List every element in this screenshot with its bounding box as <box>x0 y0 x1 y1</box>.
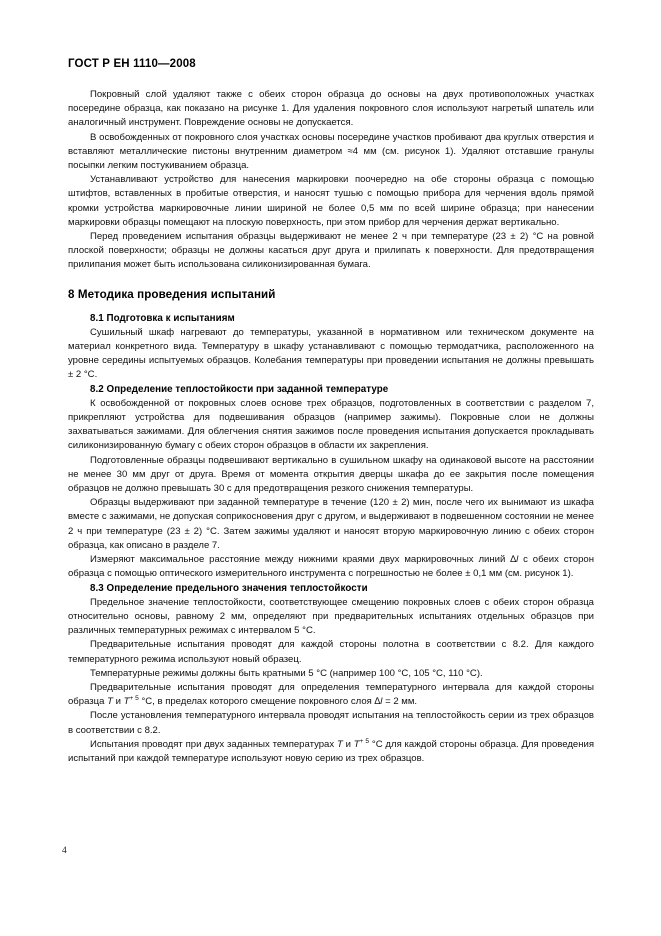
paragraph: Устанавливают устройство для нанесения маркировки поочередно на обе стороны образца с помощью штифтов, вставленных в пробитые отверстия, и наносят тушью с помощью прибора для черчения вдоль прямой кромки устройства маркировочные линии шириной не более 0,5 мм по всей ширине образца; при нанесении маркировки образцы помещают на плоскую поверхность, при этом прибор для черчения держат вертикально. <box>68 174 594 228</box>
paragraph: Сушильный шкаф нагревают до температуры, указанной в нормативном или техническом документе на материал конкретного вида. Температуру в шкафу устанавливают с помощью термодатчика, расположенного на уровне середины испытуемых образцов. Колебания температуры при проведении испытания не должны превышать ± 2 °С. <box>68 326 594 381</box>
subsection-heading-8-2: 8.2 Определение теплостойкости при заданной температуре <box>90 383 389 395</box>
paragraph: Предельное значение теплостойкости, соответствующее смещению покровных слоев с обеих сторон образца относительно основы, равному 2 мм, определяют при предварительных испытаниях отдельных образцов при различных температурных режимах с интервалом 5 °С. <box>68 596 594 637</box>
paragraph-with-symbols <box>68 681 594 709</box>
text-fragment: = 2 мм. <box>382 696 418 708</box>
spacer <box>68 273 594 287</box>
subsection-heading-8-1: 8.1 Подготовка к испытаниям <box>90 312 235 324</box>
text-fragment: °С, в пределах которого смещение покровного слоя <box>138 696 375 708</box>
paragraph: В освобожденных от покровного слоя участках основы посередине участков пробивают два круглых отверстия и вставляют металлические пистоны внутренним диаметром ≈4 мм (см. рисунок 1). Удаляют отставшие гранулы посыпки легким постукиванием образца. <box>68 131 594 172</box>
subsection-heading-8-3: 8.3 Определение предельного значения теплостойкости <box>90 582 368 594</box>
paragraph: Температурные режимы должны быть кратными 5 °С (например 100 °С, 105 °С, 110 °С). <box>90 667 483 679</box>
paragraph: Покровный слой удаляют также с обеих сторон образца до основы на двух противоположных участках посередине образца, как показано на рисунке 1. Для удаления покровного слоя используют нагретый шпатель или аналогичный инструмент. Повреждение основы не допускается. <box>68 89 594 129</box>
paragraph: Предварительные испытания проводят для каждой стороны полотна в соответствии с 8.2. Для каждого температурного режима используют новый образец. <box>68 639 594 665</box>
text-fragment: Предварительные испытания проводят для определения температурного интервала для каждой стороны образца <box>68 681 594 708</box>
superscript-offset: + 5 <box>129 694 139 702</box>
paragraph: К освобожденной от покровных слоев основе трех образцов, подготовленных в соответствии с разделом 7, прикрепляют устройства для подвешивания образцов (например зажимы). Покровные слои не должны захватываться зажимами. Для облегчения снятия зажимов после проведения испытания допускается прокладывать силиконизированную бумагу с обеих сторон образцов в области их закрепления. <box>68 397 594 452</box>
superscript-offset: + 5 <box>359 737 370 745</box>
delta-symbol: ∆ <box>510 554 517 566</box>
variable-t: T <box>353 738 360 750</box>
text-fragment: с обеих сторон образца с помощью оптического измерительного инструмента с погрешностью не более ± 0,1 мм (см. рисунок 1). <box>68 554 594 580</box>
text-fragment: °С для каждой стороны образца. Для проведения испытаний при каждой температуре используют новую серию из трех образцов. <box>68 738 594 764</box>
paragraph: Перед проведением испытания образцы выдерживают не менее 2 ч при температуре (23 ± 2) °С на ровной плоской поверхности; образцы не должны касаться друг друга и прилипать к поверхности. Для предотвращения прилипания может быть использована силиконизированная бумага. <box>68 231 594 271</box>
text-fragment: и <box>112 696 124 708</box>
page-number: 4 <box>62 846 67 856</box>
paragraph: После установления температурного интервала проводят испытания на теплостойкость серии из трех образцов в соответствии с 8.2. <box>68 710 594 736</box>
variable-t: T <box>123 696 130 708</box>
variable-t: T <box>107 696 113 708</box>
variable-l: l <box>516 554 519 566</box>
paragraph: Образцы выдерживают при заданной температуре в течение (120 ± 2) мин, после чего их вынимают из шкафа вместе с зажимами, не допуская соприкосновения друг с другом, и выдерживают в подвешенном состоянии не менее 2 ч при температуре (23 ± 2) °С. Затем зажимы удаляют и наносят вторую маркировочную линию с обеих сторон образца, как описано в разделе 7. <box>68 497 594 551</box>
paragraph-with-symbols <box>68 553 594 581</box>
text-fragment: и <box>342 738 354 750</box>
variable-t: T <box>336 738 343 750</box>
paragraph-with-symbols <box>68 738 594 766</box>
section-heading-8: 8 Методика проведения испытаний <box>68 287 276 301</box>
page-content <box>68 88 594 766</box>
paragraph: Подготовленные образцы подвешивают вертикально в сушильном шкафу на одинаковой высоте на расстоянии не менее 30 мм друг от друга. Время от момента открытия дверцы шкафа до ее закрытия после помещения образцов не должно превышать 30 с для предотвращения резкого снижения температуры. <box>68 454 594 495</box>
text-fragment: Испытания проводят при двух заданных температурах <box>90 738 337 750</box>
delta-l-symbol: ∆l <box>374 696 383 708</box>
spacer <box>68 303 594 312</box>
text-fragment: Измеряют максимальное расстояние между нижними краями двух маркировочных линий <box>90 554 511 566</box>
standard-header: ГОСТ Р ЕН 1110—2008 <box>68 58 196 70</box>
